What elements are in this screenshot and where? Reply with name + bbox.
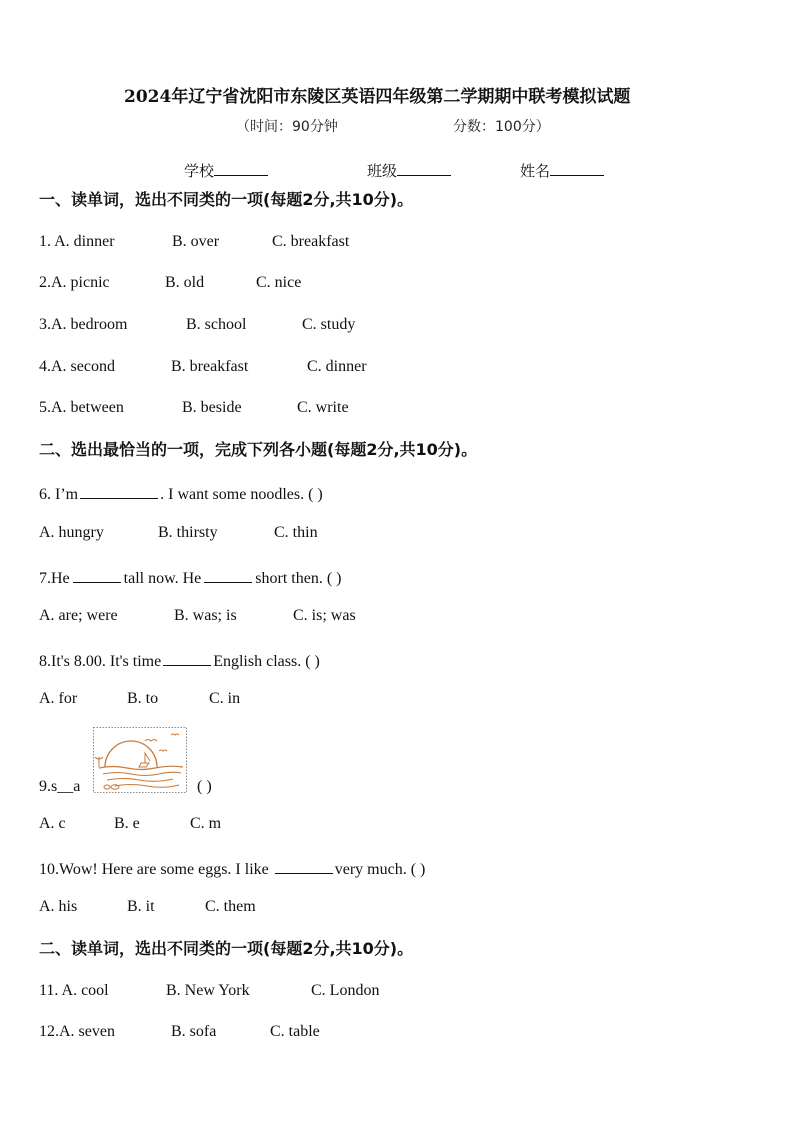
q4-option-a: 4.A. second (39, 358, 115, 375)
q3-option-b: B. school (186, 316, 247, 333)
q10-option-a: A. his (39, 898, 78, 915)
q10-text-pre: 10.Wow! Here are some eggs. I like (39, 861, 269, 878)
q1-option-c: C. breakfast (272, 233, 350, 250)
exam-time: （时间：90分钟 (236, 119, 338, 135)
q3-option-c: C. study (302, 316, 356, 333)
q8-stem (39, 649, 320, 672)
section-header-3: 二、读单词，选出不同类的一项(每题2分,共10分)。 (39, 939, 414, 958)
q12-option-a: 12.A. seven (39, 1023, 115, 1040)
name-field[interactable] (520, 159, 604, 181)
section-header-2: 二、选出最恰当的一项，完成下列各小题(每题2分,共10分)。 (39, 440, 478, 459)
q7-text-mid: tall now. He (123, 570, 202, 587)
q2-option-c: C. nice (256, 274, 302, 291)
q7-blank-2[interactable] (204, 566, 252, 583)
q4-option-b: B. breakfast (171, 358, 249, 375)
q7-option-a: A. are; were (39, 607, 118, 624)
q6-blank[interactable] (80, 482, 158, 499)
q12-option-b: B. sofa (171, 1023, 217, 1040)
q9-option-c: C. m (190, 815, 222, 832)
q7-text-pre: 7.He (39, 570, 70, 587)
page-title: 2024年辽宁省沈阳市东陵区英语四年级第二学期期中联考模拟试题 (124, 87, 631, 107)
q5-option-b: B. beside (182, 399, 242, 416)
exam-score: 分数：100分） (453, 119, 550, 135)
q6-option-a: A. hungry (39, 524, 104, 541)
q8-text-post: English class. ( ) (213, 653, 320, 670)
section-header-1: 一、读单词，选出不同类的一项(每题2分,共10分)。 (39, 190, 414, 209)
q6-text-post: . I want some noodles. ( ) (160, 486, 323, 503)
q6-option-b: B. thirsty (158, 524, 218, 541)
q10-option-b: B. it (127, 898, 155, 915)
q10-stem (39, 857, 425, 880)
q8-blank[interactable] (163, 649, 211, 666)
q2-option-a: 2.A. picnic (39, 274, 110, 291)
q10-blank[interactable] (275, 857, 333, 874)
class-field[interactable] (367, 159, 451, 181)
q10-option-c: C. them (205, 898, 256, 915)
q9-option-a: A. c (39, 815, 66, 832)
q4-option-c: C. dinner (307, 358, 367, 375)
sea-sunset-picture (93, 727, 187, 793)
q2-option-b: B. old (165, 274, 205, 291)
q8-text-pre: 8.It's 8.00. It's time (39, 653, 162, 670)
q5-option-a: 5.A. between (39, 399, 124, 416)
q8-option-b: B. to (127, 690, 159, 707)
q7-stem (39, 566, 341, 589)
q1-option-a: 1. A. dinner (39, 233, 115, 250)
q6-text-pre: 6. I’m (39, 486, 79, 503)
name-label: 姓名 (520, 162, 551, 180)
q9-stem-pre: 9.s__a (39, 778, 81, 795)
q3-option-a: 3.A. bedroom (39, 316, 128, 333)
school-label: 学校 (184, 162, 215, 180)
q9-option-b: B. e (114, 815, 140, 832)
q6-stem (39, 482, 323, 505)
school-field[interactable] (184, 159, 268, 181)
q7-blank-1[interactable] (73, 566, 121, 583)
q10-text-post: very much. ( ) (334, 861, 426, 878)
q11-option-c: C. London (311, 982, 380, 999)
q8-option-c: C. in (209, 690, 241, 707)
q12-option-c: C. table (270, 1023, 320, 1040)
q9-answer-parens: ( ) (197, 778, 212, 795)
q6-option-c: C. thin (274, 524, 318, 541)
q7-text-post: short then. ( ) (255, 570, 342, 587)
q7-option-b: B. was; is (174, 607, 237, 624)
q5-option-c: C. write (297, 399, 349, 416)
q7-option-c: C. is; was (293, 607, 356, 624)
class-label: 班级 (367, 162, 398, 180)
q11-option-b: B. New York (166, 982, 250, 999)
q8-option-a: A. for (39, 690, 78, 707)
q11-option-a: 11. A. cool (39, 982, 109, 999)
q1-option-b: B. over (172, 233, 220, 250)
